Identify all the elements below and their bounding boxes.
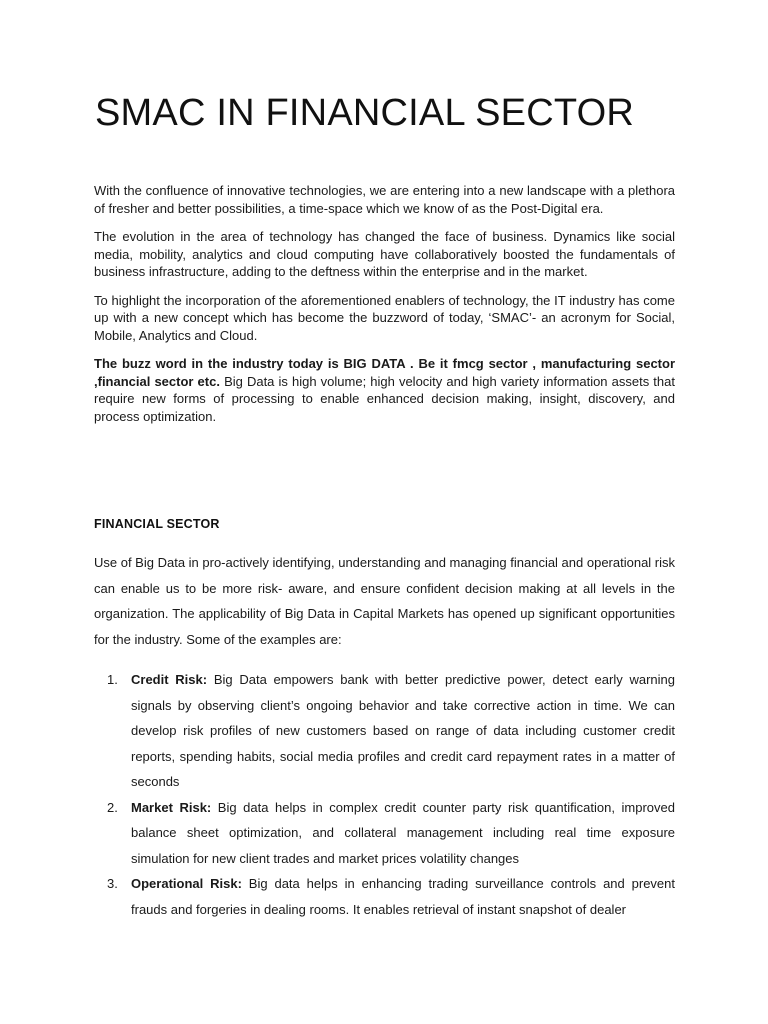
list-item-label: Market Risk:	[131, 799, 212, 815]
risk-list	[94, 667, 675, 922]
section-paragraph: Use of Big Data in pro-actively identifying, understanding and managing financial and operational risk can enable us to be more risk- aware, and ensure confident decision making at all levels in the organization. The applicability of Big Data in Capital Markets has opened up significant opportunities for the industry. Some of the examples are:	[94, 555, 676, 647]
list-item-market-risk	[94, 795, 675, 872]
list-number: 1.	[107, 672, 118, 687]
list-item-label: Operational Risk:	[131, 876, 242, 891]
list-item-credit-risk	[94, 667, 675, 795]
list-number: 2.	[107, 799, 118, 815]
bigdata-paragraph	[94, 355, 675, 425]
intro-paragraph: The evolution in the area of technology has changed the face of business. Dynamics like social media, mobility, analytics and cloud computing have collaboratively boosted the fundamentals of business infrastructure, adding to the deftness within the enterprise and in the market.	[94, 229, 675, 279]
bigdata-normal-text: Big Data is high volume; high velocity and high variety information assets that require new forms of processing to enable enhanced decision making, insight, discovery, and process optimization.	[94, 373, 675, 424]
intro-paragraph: With the confluence of innovative technologies, we are entering into a new landscape with a plethora of fresher and better possibilities, a time-space which we know of as the Post-Digital era.	[94, 183, 675, 216]
list-item-text: Big data helps in enhancing trading surveillance controls and prevent frauds and forgeries in dealing rooms. It enables retrieval of instant snapshot of dealer	[131, 876, 676, 917]
list-item-text: Big data helps in complex credit counter party risk quantification, improved balance sheet optimization, and collateral management including real time exposure simulation for new client trades and market prices volatility changes	[131, 799, 675, 866]
list-item-label: Credit Risk:	[131, 672, 208, 687]
intro-section	[94, 182, 675, 436]
list-item-text: Big Data empowers bank with better predictive power, detect early warning signals by observing client’s ongoing behavior and take corrective action in time. We can develop risk profiles of new customers based on range of data including customer credit reports, spending habits, social media profiles and credit card repayment rates in a matter of seconds	[131, 672, 675, 789]
list-item-operational-risk	[94, 871, 675, 922]
intro-paragraph: To highlight the incorporation of the aforementioned enablers of technology, the IT industry has come up with a new concept which has become the buzzword of today, ‘SMAC’- an acronym for Social, Mobile, Analytics and Cloud.	[94, 292, 675, 343]
bigdata-bold-text: The buzz word in the industry today is BIG DATA . Be it fmcg sector , manufacturing sector ,financial sector etc.	[94, 356, 675, 389]
document-title: SMAC IN FINANCIAL SECTOR	[95, 92, 634, 134]
list-number: 3.	[107, 876, 118, 891]
section-heading: FINANCIAL SECTOR	[94, 517, 220, 531]
